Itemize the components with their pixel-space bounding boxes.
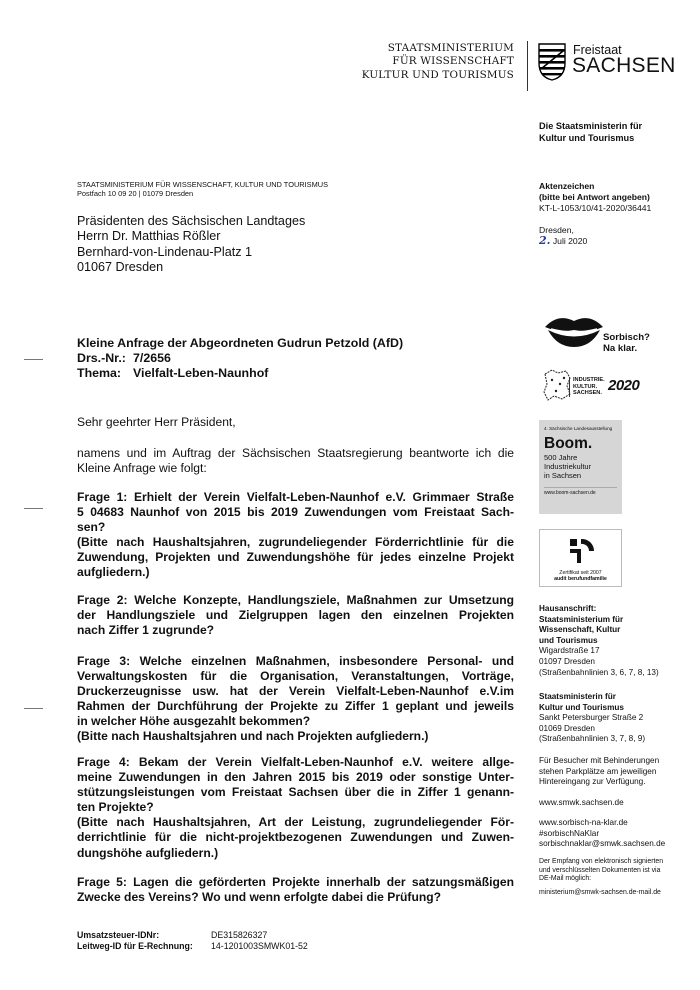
- intro-paragraph: namens und im Auftrag der Sächsischen Staatsregierung beantworte ich die Kleine Anfrage wie folgt:: [77, 446, 514, 476]
- email-notice: Der Empfang von elektronisch signierten und verschlüsselten Dokumenten ist via DE-Mail möglich: ministerium@smwk-sachsen.de-mail.de: [539, 858, 691, 897]
- sorbisch-email-link[interactable]: sorbischnaklar@smwk.sachsen.de: [539, 839, 666, 849]
- coat-of-arms-icon: [538, 43, 566, 81]
- reference-label: Aktenzeichen: [539, 181, 595, 191]
- industriekultur-badge: INDUSTRIE. KULTUR. SACHSEN. 2020: [542, 366, 662, 404]
- parking-notice: Für Besucher mit Behinderungen stehen Parkplätze am jeweiligen Hintereingang zur Verfügung.: [539, 756, 660, 787]
- fold-mark: [24, 508, 43, 509]
- demail-link[interactable]: ministerium@smwk-sachsen.de-mail.de: [539, 888, 661, 896]
- question-5: Frage 5: Lagen die geförderten Projekte innerhalb der satzungsmäßigen Zwecke des Vereins? Wo und wenn erfolgte dabei die Prüfung?: [77, 875, 514, 905]
- salutation: Sehr geehrter Herr Präsident,: [77, 415, 236, 429]
- date: [539, 236, 651, 247]
- logo-sachsen: SACHSEN: [572, 54, 676, 77]
- leitweg-row: Leitweg-ID für E-Rechnung: 14-1201003SMWK01-52: [77, 941, 308, 951]
- website-link[interactable]: www.smwk.sachsen.de: [539, 798, 624, 807]
- fold-mark: [24, 359, 43, 360]
- question-2: Frage 2: Welche Konzepte, Handlungsziele, Maßnahmen zur Umsetzung der Handlungsziele und Zielgruppen lagen den einzelnen Projekten nach Ziffer 1 zugrunde?: [77, 593, 514, 638]
- subject-line: Kleine Anfrage der Abgeordneten Gudrun Petzold (AfD): [77, 336, 404, 350]
- reference-block: [539, 181, 651, 247]
- sender-title: Die Staatsministerin für Kultur und Tourismus: [539, 121, 643, 143]
- ministry-name: STAATSMINISTERIUM FÜR WISSENSCHAFT KULTUR UND TOURISMUS: [361, 42, 514, 81]
- sorbisch-badge: Sorbisch? Na klar.: [543, 313, 658, 353]
- drs-line: Drs.-Nr.: 7/2656: [77, 351, 171, 366]
- ministerin-address-block: Staatsministerin für Kultur und Tourismus Sankt Petersburger Straße 2 01069 Dresden (Straßenbahnlinien 3, 7, 8, 9): [539, 692, 646, 744]
- date-place: Dresden,: [539, 225, 574, 236]
- boom-badge: 4. Sächsische Landesausstellung Boom. 500 Jahre Industriekultur in Sachsen www.boom-sachsen.de: [539, 420, 622, 514]
- header-divider: [527, 41, 528, 91]
- audit-logo-icon: [567, 536, 597, 566]
- question-3: Frage 3: Welche einzelnen Maßnahmen, insbesondere Personal- und Verwaltungskosten für die Organisation, Veranstaltungen, Vorträge, Druckerzeugnisse usw. hat der Verein Vielfalt-Leben-Naunhof e.V.im Rahmen der Durchführung der Projekte zu Ziffer 1 geplant und jeweils in welcher Höhe ausgezahlt bekommen? (Bitte nach Haushaltsjahren und nach Projekten aufgliedern.): [77, 654, 514, 744]
- sorbisch-website-link[interactable]: www.sorbisch-na-klar.de: [539, 818, 628, 827]
- hausanschrift-block: Hausanschrift: Staatsministerium für Wissenschaft, Kultur und Tourismus Wigardstraße 17 01097 Dresden (Straßenbahnlinien 3, 6, 7, 8, 13): [539, 604, 659, 677]
- question-1: Frage 1: Erhielt der Verein Vielfalt-Leben-Naunhof e.V. Grimmaer Straße 5 04683 Naunhof von 2015 bis 2019 Zuwendungen vom Freistaat Sach- sen? (Bitte nach Haushaltsjahren, zugrundeliegender Förderrichtlinie für die Zuwendung, Projekten und Zuwendungshöhe für jedes einzelne Projekt aufgliedern.): [77, 490, 514, 580]
- fold-mark: [24, 708, 43, 709]
- return-address: STAATSMINISTERIUM FÜR WISSENSCHAFT, KULTUR UND TOURISMUS Postfach 10 09 20 | 01079 Dresden: [77, 180, 329, 198]
- question-4: Frage 4: Bekam der Verein Vielfalt-Leben-Naunhof e.V. weitere allge- meine Zuwendungen in den Jahren 2015 bis 2019 oder sonstige Unter- stützungsleistungen vom Freistaat Sachsen über die in Ziffer 1 genann- ten Projekte? (Bitte nach Haushaltsjahren, Art der Leistung, zugrundeliegender För- derrichtlinie für die nicht-projektbezogenen Zuwendungen und Zuwen- dungshöhe aufgliedern.): [77, 755, 514, 860]
- recipient-address: Präsidenten des Sächsischen Landtages Herrn Dr. Matthias Rößler Bernhard-von-Lindenau-Platz 1 01067 Dresden: [77, 214, 306, 275]
- ust-row: Umsatzsteuer-IDNr: DE315826327: [77, 930, 268, 940]
- year-logo: 2020: [608, 377, 640, 394]
- date-day-handwritten: 2.: [539, 234, 551, 248]
- audit-badge: Zertifikat seit 2007 audit berufundfamilie: [539, 529, 622, 587]
- logo-freistaat: Freistaat: [573, 43, 622, 57]
- sorbisch-links: [539, 818, 689, 850]
- date-month-year: Juli 2020: [552, 236, 588, 247]
- saxony-map-icon: [542, 368, 572, 402]
- sorbisch-hashtag: #sorbischNaKlar: [539, 828, 600, 838]
- sorbisch-lips-icon: [543, 313, 605, 353]
- thema-line: Thema: Vielfalt-Leben-Naunhof: [77, 366, 269, 381]
- reference-number: KT-L-1053/10/41-2020/36441: [539, 202, 652, 213]
- footer-tax-ids: [77, 930, 308, 952]
- subject-block: [77, 336, 403, 382]
- reference-hint: (bitte bei Antwort angeben): [539, 191, 650, 202]
